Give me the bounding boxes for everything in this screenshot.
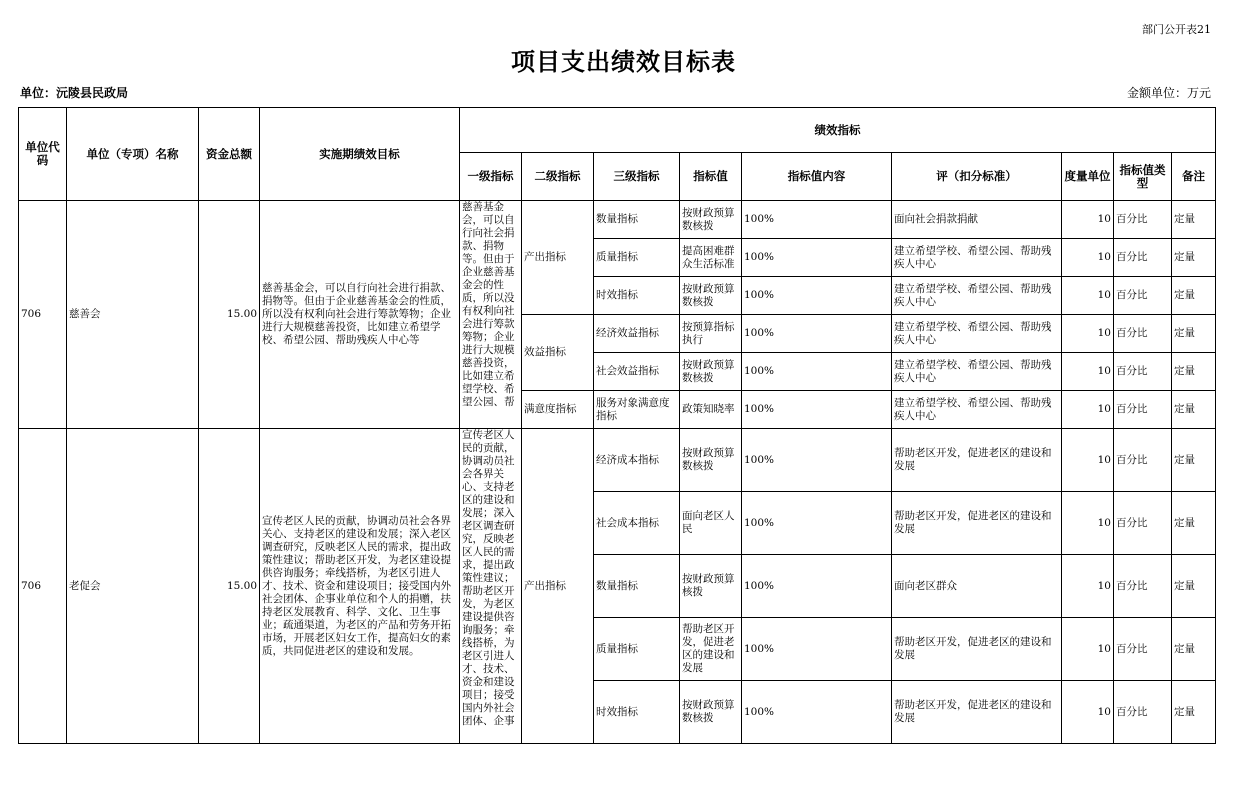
col-header-level2: 二级指标	[522, 153, 594, 201]
col-header-goal: 实施期绩效目标	[260, 108, 460, 201]
value-type-cell: 百分比	[1114, 239, 1172, 277]
indicator-value-cell: 按财政预算数核拨	[680, 353, 742, 391]
col-header-type: 指标值类型	[1114, 153, 1172, 201]
col-header-level3: 三级指标	[594, 153, 680, 201]
indicator-value-cell: 按财政预算数核拨	[680, 201, 742, 239]
scoring-standard-cell: 帮助老区开发，促进老区的建设和发展	[892, 681, 1062, 744]
indicator-value-cell: 政策知晓率	[680, 391, 742, 429]
level2-indicator-cell: 效益指标	[522, 315, 594, 391]
measure-unit-cell: 10	[1062, 618, 1114, 681]
level2-indicator-cell: 满意度指标	[522, 391, 594, 429]
indicator-content-cell: 100%	[742, 555, 892, 618]
indicator-value-cell: 按财政预算数核拨	[680, 277, 742, 315]
col-header-name: 单位（专项）名称	[67, 108, 199, 201]
measure-unit-cell: 10	[1062, 681, 1114, 744]
measure-unit-cell: 10	[1062, 315, 1114, 353]
col-header-indicator-group: 绩效指标	[460, 108, 1216, 153]
indicator-value-cell: 按财政预算核拨	[680, 555, 742, 618]
level3-indicator-cell: 服务对象满意度指标	[594, 391, 680, 429]
indicator-content-cell: 100%	[742, 681, 892, 744]
value-type-cell: 百分比	[1114, 277, 1172, 315]
indicator-content-cell: 100%	[742, 429, 892, 492]
table-number-label: 部门公开表21	[1142, 23, 1211, 36]
amount-unit-label: 金额单位：万元	[1126, 86, 1211, 100]
col-header-code: 单位代码	[19, 108, 67, 201]
scoring-standard-cell: 面向社会捐款捐献	[892, 201, 1062, 239]
col-header-scoring: 评（扣分标准）	[892, 153, 1062, 201]
level2-indicator-cell: 产出指标	[522, 201, 594, 315]
note-cell: 定量	[1172, 555, 1216, 618]
performance-table	[18, 107, 1216, 744]
level3-indicator-cell: 时效指标	[594, 681, 680, 744]
note-cell: 定量	[1172, 681, 1216, 744]
measure-unit-cell: 10	[1062, 201, 1114, 239]
measure-unit-cell: 10	[1062, 277, 1114, 315]
indicator-content-cell: 100%	[742, 315, 892, 353]
note-cell: 定量	[1172, 492, 1216, 555]
col-header-unit: 度量单位	[1062, 153, 1114, 201]
unit-code-cell: 706	[19, 201, 67, 429]
page-title: 项目支出绩效目标表	[511, 48, 736, 76]
table-row	[19, 429, 1216, 492]
indicator-value-cell: 面向老区人民	[680, 492, 742, 555]
level3-indicator-cell: 社会成本指标	[594, 492, 680, 555]
note-cell: 定量	[1172, 315, 1216, 353]
scoring-standard-cell: 建立希望学校、希望公园、帮助残疾人中心	[892, 277, 1062, 315]
col-header-level1: 一级指标	[460, 153, 522, 201]
level3-indicator-cell: 数量指标	[594, 201, 680, 239]
scoring-standard-cell: 建立希望学校、希望公园、帮助残疾人中心	[892, 391, 1062, 429]
note-cell: 定量	[1172, 353, 1216, 391]
total-amount-cell: 15.00	[199, 429, 260, 744]
col-header-note: 备注	[1172, 153, 1216, 201]
scoring-standard-cell: 面向老区群众	[892, 555, 1062, 618]
project-name-cell: 老促会	[67, 429, 199, 744]
scoring-standard-cell: 帮助老区开发，促进老区的建设和发展	[892, 492, 1062, 555]
indicator-value-cell: 按预算指标执行	[680, 315, 742, 353]
value-type-cell: 百分比	[1114, 681, 1172, 744]
scoring-standard-cell: 帮助老区开发，促进老区的建设和发展	[892, 618, 1062, 681]
indicator-value-cell: 按财政预算数核拨	[680, 681, 742, 744]
goal-cell: 慈善基金会，可以自行向社会进行捐款、捐物等。但由于企业慈善基金会的性质，所以没有权利向社会进行筹款筹物；企业进行大规模慈善投资，比如建立希望学校、希望公园、帮助残疾人中心等	[260, 201, 460, 429]
indicator-content-cell: 100%	[742, 239, 892, 277]
note-cell: 定量	[1172, 618, 1216, 681]
col-header-content: 指标值内容	[742, 153, 892, 201]
scoring-standard-cell: 建立希望学校、希望公园、帮助残疾人中心	[892, 315, 1062, 353]
value-type-cell: 百分比	[1114, 391, 1172, 429]
value-type-cell: 百分比	[1114, 429, 1172, 492]
col-header-total: 资金总额	[199, 108, 260, 201]
indicator-content-cell: 100%	[742, 492, 892, 555]
goal-cell: 宣传老区人民的贡献，协调动员社会各界关心、支持老区的建设和发展；深入老区调查研究，反映老区人民的需求，提出政策性建议；帮助老区开发，为老区建设提供咨询服务；牵线搭桥，为老区引进人才、技术、资金和建设项目；接受国内外社会团体、企事业单位和个人的捐赠，扶持老区发展教育、科学、文化、卫生事业；疏通渠道，为老区的产品和劳务开拓市场，开展老区妇女工作，提高妇女的素质，共同促进老区的建设和发展。	[260, 429, 460, 744]
total-amount-cell: 15.00	[199, 201, 260, 429]
note-cell: 定量	[1172, 239, 1216, 277]
level3-indicator-cell: 经济效益指标	[594, 315, 680, 353]
indicator-value-cell: 帮助老区开发，促进老区的建设和发展	[680, 618, 742, 681]
measure-unit-cell: 10	[1062, 492, 1114, 555]
scoring-standard-cell: 建立希望学校、希望公园、帮助残疾人中心	[892, 239, 1062, 277]
col-header-value: 指标值	[680, 153, 742, 201]
measure-unit-cell: 10	[1062, 239, 1114, 277]
unit-code-cell: 706	[19, 429, 67, 744]
value-type-cell: 百分比	[1114, 315, 1172, 353]
level3-indicator-cell: 数量指标	[594, 555, 680, 618]
value-type-cell: 百分比	[1114, 555, 1172, 618]
note-cell: 定量	[1172, 277, 1216, 315]
level3-indicator-cell: 时效指标	[594, 277, 680, 315]
indicator-content-cell: 100%	[742, 277, 892, 315]
level1-indicator-cell	[460, 201, 522, 429]
level3-indicator-cell: 质量指标	[594, 239, 680, 277]
unit-label: 单位：沅陵县民政局	[20, 86, 129, 100]
level1-indicator-text: 宣传老区人民的贡献，协调动员社会各界关心、支持老区的建设和发展；深入老区调查研究，反映老区人民的需求，提出政策性建议；帮助老区开发，为老区建设提供咨询服务；牵线搭桥，为老区引进人才、技术、资金和建设项目；接受国内外社会团体、企事	[462, 429, 515, 727]
indicator-content-cell: 100%	[742, 201, 892, 239]
note-cell: 定量	[1172, 391, 1216, 429]
measure-unit-cell: 10	[1062, 429, 1114, 492]
measure-unit-cell: 10	[1062, 555, 1114, 618]
indicator-value-cell: 按财政预算数核拨	[680, 429, 742, 492]
level3-indicator-cell: 社会效益指标	[594, 353, 680, 391]
indicator-content-cell: 100%	[742, 391, 892, 429]
value-type-cell: 百分比	[1114, 353, 1172, 391]
value-type-cell: 百分比	[1114, 618, 1172, 681]
value-type-cell: 百分比	[1114, 492, 1172, 555]
indicator-content-cell: 100%	[742, 618, 892, 681]
level1-indicator-text: 慈善基金会，可以自行向社会捐款、捐物等。但由于企业慈善基金会的性质，所以没有权利向社会进行筹款筹物；企业进行大规模慈善投资，比如建立希望学校、希望公园、帮	[462, 201, 515, 408]
scoring-standard-cell: 建立希望学校、希望公园、帮助残疾人中心	[892, 353, 1062, 391]
table-row	[19, 201, 1216, 239]
indicator-content-cell: 100%	[742, 353, 892, 391]
level2-indicator-cell: 产出指标	[522, 429, 594, 744]
level3-indicator-cell: 质量指标	[594, 618, 680, 681]
scoring-standard-cell: 帮助老区开发，促进老区的建设和发展	[892, 429, 1062, 492]
value-type-cell: 百分比	[1114, 201, 1172, 239]
measure-unit-cell: 10	[1062, 353, 1114, 391]
note-cell: 定量	[1172, 429, 1216, 492]
note-cell: 定量	[1172, 201, 1216, 239]
measure-unit-cell: 10	[1062, 391, 1114, 429]
indicator-value-cell: 提高困难群众生活标准	[680, 239, 742, 277]
project-name-cell: 慈善会	[67, 201, 199, 429]
level1-indicator-cell	[460, 429, 522, 744]
level3-indicator-cell: 经济成本指标	[594, 429, 680, 492]
